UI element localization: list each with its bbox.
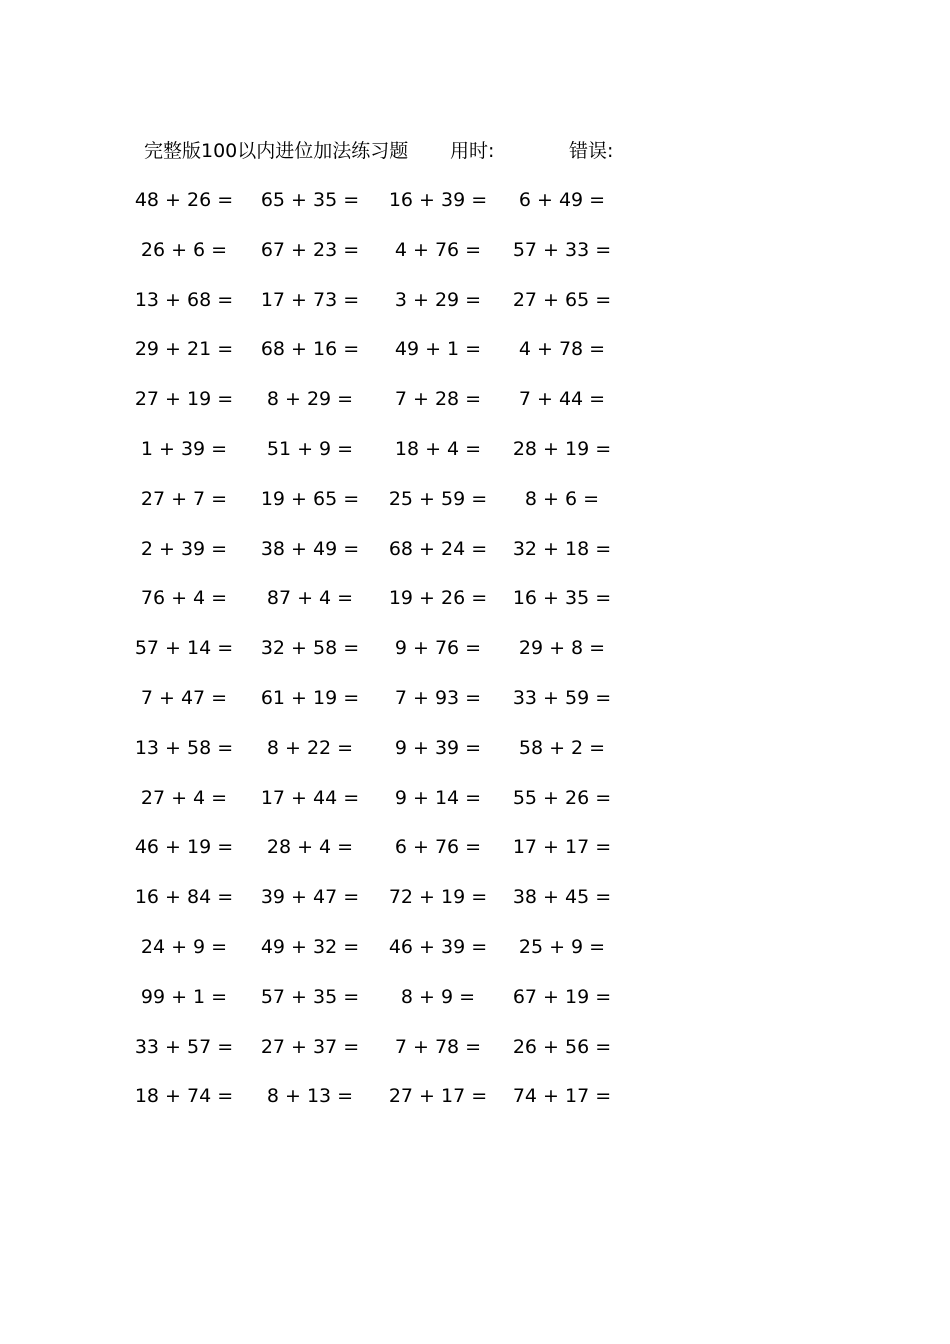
problem-item: 48 + 26 = xyxy=(134,189,234,211)
problem-row xyxy=(0,434,950,484)
problem-row xyxy=(0,583,950,633)
problem-item: 16 + 39 = xyxy=(388,189,488,211)
problem-item: 9 + 14 = xyxy=(394,786,482,809)
problem-item: 87 + 4 = xyxy=(266,587,354,610)
problem-row xyxy=(0,882,950,932)
problem-item: 7 + 44 = xyxy=(518,388,606,411)
problem-row xyxy=(0,982,950,1032)
problem-item: 25 + 9 = xyxy=(518,935,606,958)
problem-item: 51 + 9 = xyxy=(266,437,354,460)
problem-item: 61 + 19 = xyxy=(260,686,360,709)
problem-row xyxy=(0,783,950,833)
problem-item: 49 + 1 = xyxy=(394,338,482,361)
problem-item: 28 + 19 = xyxy=(512,437,612,460)
problem-item: 67 + 19 = xyxy=(512,985,612,1008)
problem-item: 9 + 39 = xyxy=(394,736,482,759)
problem-item: 57 + 35 = xyxy=(260,985,360,1008)
problem-item: 55 + 26 = xyxy=(512,786,612,809)
problem-row xyxy=(0,185,950,235)
problem-item: 33 + 57 = xyxy=(134,1035,234,1058)
problem-item: 57 + 14 = xyxy=(134,637,234,660)
problem-item: 18 + 4 = xyxy=(394,437,482,460)
problem-item: 18 + 74 = xyxy=(134,1085,234,1108)
problem-row xyxy=(0,1081,950,1131)
problem-row xyxy=(0,334,950,384)
problem-item: 8 + 13 = xyxy=(266,1085,354,1108)
problem-item: 19 + 65 = xyxy=(260,487,360,510)
problem-item: 2 + 39 = xyxy=(140,537,228,560)
problem-item: 28 + 4 = xyxy=(266,836,354,859)
problem-item: 16 + 84 = xyxy=(134,886,234,909)
problem-item: 68 + 16 = xyxy=(260,338,360,361)
problem-item: 3 + 29 = xyxy=(394,288,482,311)
problem-row xyxy=(0,534,950,584)
problem-item: 27 + 4 = xyxy=(140,786,228,809)
problem-row xyxy=(0,683,950,733)
time-used-label: 用时: xyxy=(450,140,495,162)
problem-item: 72 + 19 = xyxy=(388,886,488,909)
problem-item: 49 + 32 = xyxy=(260,935,360,958)
problem-item: 7 + 93 = xyxy=(394,686,482,709)
problem-item: 32 + 58 = xyxy=(260,637,360,660)
problem-item: 17 + 44 = xyxy=(260,786,360,809)
problem-item: 26 + 6 = xyxy=(140,238,228,261)
problem-item: 32 + 18 = xyxy=(512,537,612,560)
problem-item: 74 + 17 = xyxy=(512,1085,612,1108)
problem-item: 7 + 28 = xyxy=(394,388,482,411)
problem-item: 6 + 76 = xyxy=(394,836,482,859)
problem-item: 7 + 47 = xyxy=(140,686,228,709)
problem-item: 27 + 19 = xyxy=(134,388,234,411)
problem-item: 67 + 23 = xyxy=(260,238,360,261)
problem-item: 16 + 35 = xyxy=(512,587,612,610)
problem-row xyxy=(0,633,950,683)
problem-item: 99 + 1 = xyxy=(140,985,228,1008)
problem-item: 8 + 22 = xyxy=(266,736,354,759)
problem-item: 13 + 58 = xyxy=(134,736,234,759)
problem-row xyxy=(0,733,950,783)
problem-item: 8 + 9 = xyxy=(400,985,476,1008)
problem-item: 27 + 7 = xyxy=(140,487,228,510)
problem-item: 4 + 78 = xyxy=(518,338,606,361)
problem-item: 33 + 59 = xyxy=(512,686,612,709)
problem-item: 46 + 39 = xyxy=(388,935,488,958)
problem-row xyxy=(0,484,950,534)
problem-row xyxy=(0,384,950,434)
problem-item: 58 + 2 = xyxy=(518,736,606,759)
problem-item: 76 + 4 = xyxy=(140,587,228,610)
problem-item: 27 + 65 = xyxy=(512,288,612,311)
problem-item: 27 + 17 = xyxy=(388,1085,488,1108)
problem-item: 8 + 6 = xyxy=(524,487,600,510)
problem-item: 8 + 29 = xyxy=(266,388,354,411)
problem-item: 29 + 21 = xyxy=(134,338,234,361)
problem-item: 17 + 73 = xyxy=(260,288,360,311)
problem-row xyxy=(0,832,950,882)
problem-row xyxy=(0,285,950,335)
problem-item: 4 + 76 = xyxy=(394,238,482,261)
problem-item: 65 + 35 = xyxy=(260,189,360,211)
worksheet-title: 完整版100以内进位加法练习题 xyxy=(144,140,409,162)
problem-item: 26 + 56 = xyxy=(512,1035,612,1058)
problem-item: 38 + 49 = xyxy=(260,537,360,560)
problem-row xyxy=(0,932,950,982)
errors-label: 错误: xyxy=(569,140,614,162)
problem-item: 7 + 78 = xyxy=(394,1035,482,1058)
problem-grid xyxy=(0,185,950,1131)
problem-item: 25 + 59 = xyxy=(388,487,488,510)
problem-item: 39 + 47 = xyxy=(260,886,360,909)
problem-item: 17 + 17 = xyxy=(512,836,612,859)
problem-item: 38 + 45 = xyxy=(512,886,612,909)
problem-item: 13 + 68 = xyxy=(134,288,234,311)
problem-item: 9 + 76 = xyxy=(394,637,482,660)
problem-item: 46 + 19 = xyxy=(134,836,234,859)
problem-item: 68 + 24 = xyxy=(388,537,488,560)
problem-item: 6 + 49 = xyxy=(518,189,606,211)
problem-row xyxy=(0,1032,950,1082)
problem-item: 27 + 37 = xyxy=(260,1035,360,1058)
problem-row xyxy=(0,235,950,285)
problem-item: 24 + 9 = xyxy=(140,935,228,958)
problem-item: 29 + 8 = xyxy=(518,637,606,660)
problem-item: 19 + 26 = xyxy=(388,587,488,610)
problem-item: 57 + 33 = xyxy=(512,238,612,261)
problem-item: 1 + 39 = xyxy=(140,437,228,460)
